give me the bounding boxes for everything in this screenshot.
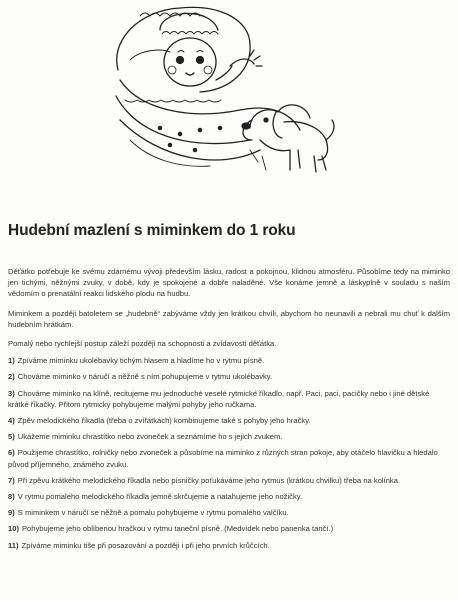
intro-paragraph: Miminkem a později batoletem se „hudebně“ zabýváme vždy jen krátkou chvíli, abychom ho neunavili a nebrali mu chuť k dalším hudebním hrátkám. <box>8 308 450 329</box>
step-text: S miminkem v náručí se něžně a pomalu pohybujeme v rytmu pomalého valčíku. <box>17 508 289 518</box>
list-item <box>8 431 450 442</box>
step-number: 3) <box>8 388 15 398</box>
step-number: 5) <box>8 432 15 442</box>
list-item <box>8 415 450 426</box>
step-number: 6) <box>8 448 15 458</box>
step-text: Chováme miminko v náručí a něžně s ním pohupujeme v rytmu ukolébavky. <box>17 372 273 382</box>
step-text: Při zpěvu krátkého melodického říkadla nebo písničky poťukáváme jeho rytmus (krátkou chvilku) třeba na kolínka. <box>17 475 401 485</box>
step-text: Chováme miminko na klíně, recitujeme mu jednoduché veselé rytmické říkadlo, např. Paci, paci, pacičky nebo i jiné dětské krátké říkačky. Přitom rytmicky pohybujeme malými pohyby jeho ručkama. <box>8 388 430 409</box>
intro-paragraph: Děťátko potřebuje ke svému zdárnému vývoji především lásku, radost a pokojnou, klidnou atmosféru. Působíme tedy na miminko jen tichými, něžnými zvuky, v době, kdy je spokojené a dobře naladěné. Vše konáme jemně a láskyplně v souladu s naším vědomím o prenatální reakci lidského plodu na hudbu. <box>8 267 450 299</box>
list-item <box>8 540 450 551</box>
step-text: V rytmu pomalého melodického říkadla jemně skrčujeme a natahujeme jeho nožičky. <box>17 492 303 502</box>
step-number: 1) <box>8 356 15 366</box>
step-text: Zpíváme miminku tiše při posazování a později i při jeho prvních krůčcích. <box>21 540 270 550</box>
steps-list <box>8 355 450 551</box>
article-body <box>8 266 450 556</box>
list-item <box>8 507 450 518</box>
step-number: 4) <box>8 416 15 426</box>
list-item <box>8 491 450 502</box>
page-title: Hudební mazlení s miminkem do 1 roku <box>8 222 296 239</box>
step-number: 8) <box>8 492 15 502</box>
list-item <box>8 355 450 366</box>
step-number: 11) <box>8 540 19 550</box>
step-number: 2) <box>8 372 15 382</box>
list-item <box>8 447 450 469</box>
intro-paragraph: Pomalý nebo rychlejší postup záleží později na schopnosti a zvídavosti děťátka. <box>8 339 277 349</box>
step-number: 10) <box>8 524 19 534</box>
step-text: Pohybujeme jeho oblíbenou hračkou v rytmu taneční písně. (Medvídek nebo panenka tančí.) <box>21 524 334 534</box>
step-text: Použijeme chrastítko, rolničky nebo zvoneček a působíme na miminko z různých stran pokoje, aby otáčelo hlavičku a hledalo původ příjemného, známého zvuku. <box>8 448 438 469</box>
list-item <box>8 475 450 486</box>
list-item <box>8 371 450 382</box>
list-item <box>8 388 450 410</box>
step-text: Zpíváme miminku ukolébavky tichým hlasem a hladíme ho v rytmu písně. <box>17 356 265 366</box>
list-item <box>8 523 450 534</box>
baby-and-dog-illustration <box>100 0 340 195</box>
step-number: 7) <box>8 475 15 485</box>
step-number: 9) <box>8 508 15 518</box>
step-text: Ukážeme miminku chrastítko nebo zvoneček a seznámíme ho s jejich zvukem. <box>17 432 283 442</box>
step-text: Zpěv melodického říkadla (třeba o zvířátkách) kombinujeme také s pohyby jeho hračky. <box>17 416 311 426</box>
